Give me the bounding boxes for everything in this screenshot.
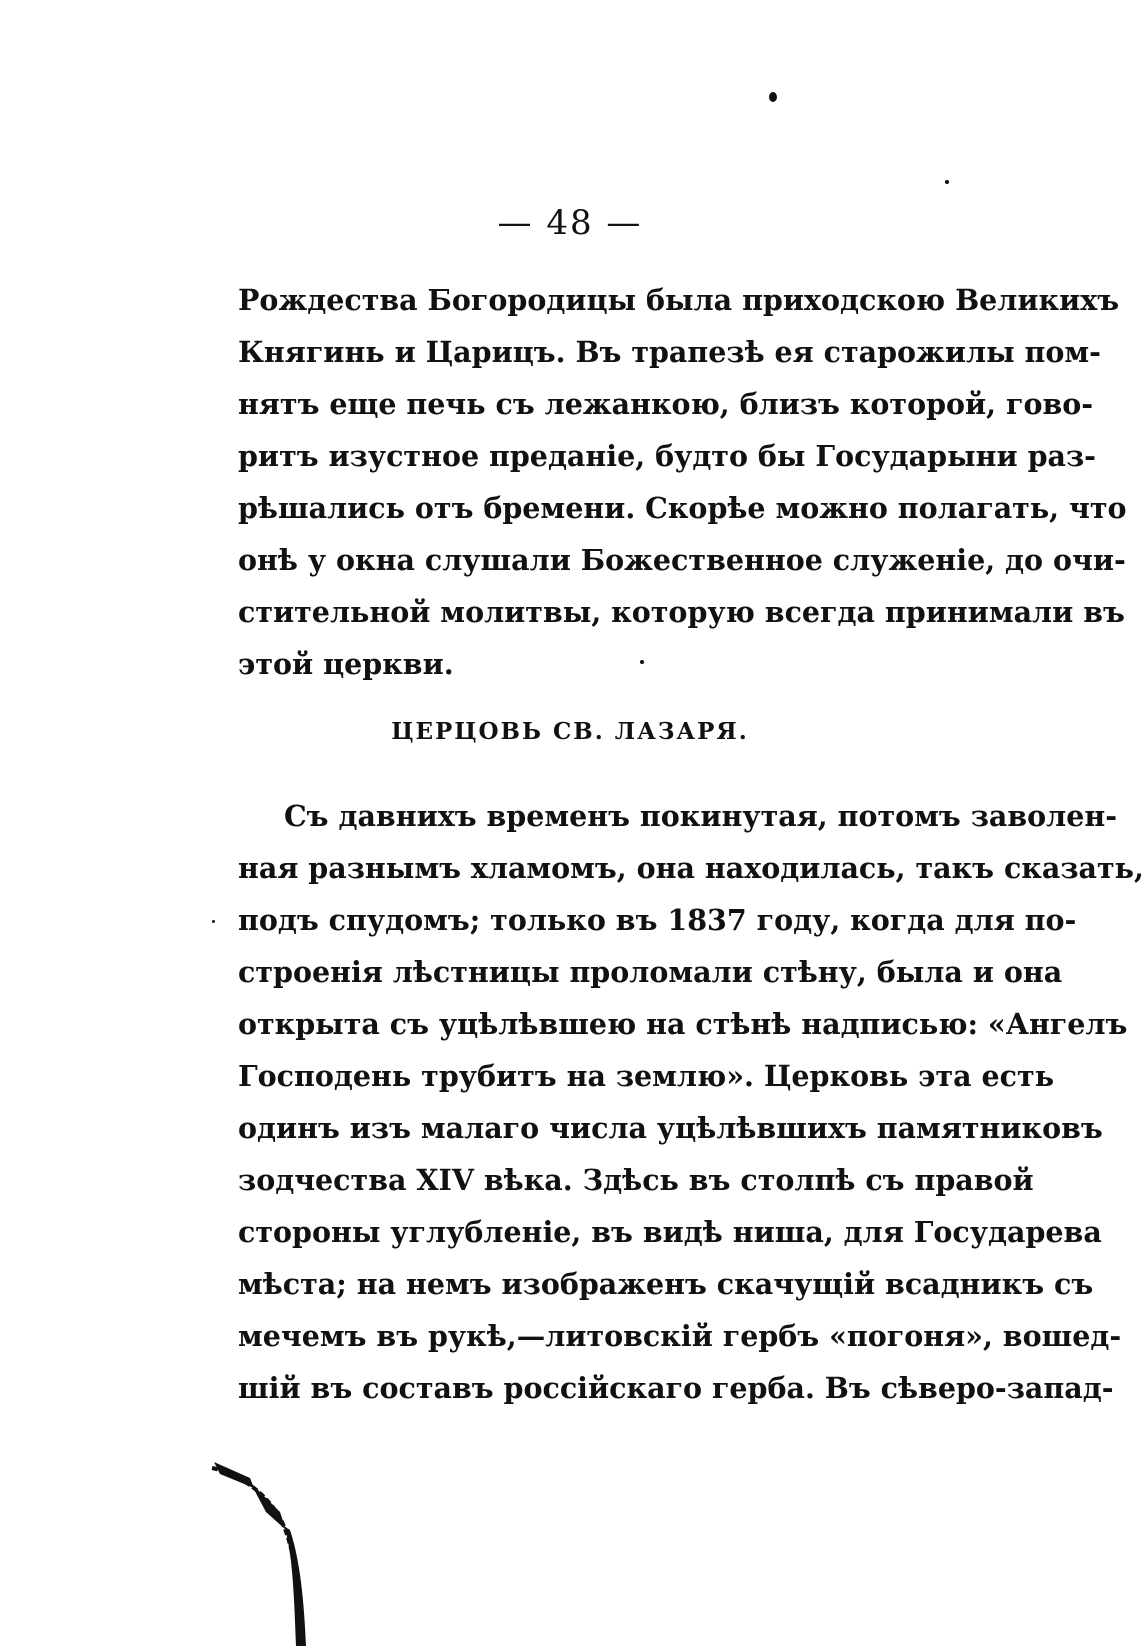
text-line: этой церкви. xyxy=(238,647,454,681)
text-line: открыта съ уцѣлѣвшею на стѣнѣ надписью: «Ангелъ xyxy=(238,1007,1128,1041)
paragraph-1 xyxy=(238,274,1127,690)
text-line: ная разнымъ хламомъ, она находилась, такъ сказать, xyxy=(238,851,1144,885)
text-line: мечемъ въ рукѣ,—литовскій гербъ «погоня», вошед- xyxy=(238,1319,1122,1353)
text-line: Рождества Богородицы была приходскою Великихъ xyxy=(238,283,1120,317)
paragraph-2 xyxy=(238,790,1144,1414)
text-line: рѣшались отъ бремени. Скорѣе можно полагать, что xyxy=(238,491,1127,525)
text-line: строенія лѣстницы проломали стѣну, была и она xyxy=(238,955,1063,989)
text-line: зодчества XIV вѣка. Здѣсь въ столпѣ съ правой xyxy=(238,1163,1034,1197)
text-line: ритъ изустное преданіе, будто бы Государыни раз- xyxy=(238,439,1096,473)
ink-speck-top xyxy=(769,92,777,102)
text-line: шій въ составъ россійскаго герба. Въ сѣверо-запад- xyxy=(238,1371,1114,1405)
text-line: стительной молитвы, которую всегда принимали въ xyxy=(238,595,1125,629)
text-line: нятъ еще печь съ лежанкою, близъ которой, гово- xyxy=(238,387,1094,421)
section-heading: ЦЕРЦОВЬ СВ. ЛАЗАРЯ. xyxy=(391,718,749,745)
text-line: одинъ изъ малаго числа уцѣлѣвшихъ памятниковъ xyxy=(238,1111,1103,1145)
text-line: Княгинь и Царицъ. Въ трапезѣ ея старожилы пом- xyxy=(238,335,1102,369)
ink-speck-right xyxy=(945,180,949,184)
text-line: онѣ у окна слушали Божественное служеніе, до очи- xyxy=(238,543,1126,577)
page-number: — 48 — xyxy=(497,203,643,243)
text-line: подъ спудомъ; только въ 1837 году, когда для по- xyxy=(238,903,1077,937)
text-line: мѣста; на немъ изображенъ скачущій всадникъ съ xyxy=(238,1267,1094,1301)
ink-speck-left xyxy=(212,920,215,923)
text-line: Господень трубитъ на землю». Церковь эта есть xyxy=(238,1059,1055,1093)
scan-artifact-corner xyxy=(210,1460,320,1650)
text-line: стороны углубленіе, въ видѣ ниша, для Государева xyxy=(238,1215,1102,1249)
text-line: Съ давнихъ временъ покинутая, потомъ заволен- xyxy=(284,799,1118,833)
